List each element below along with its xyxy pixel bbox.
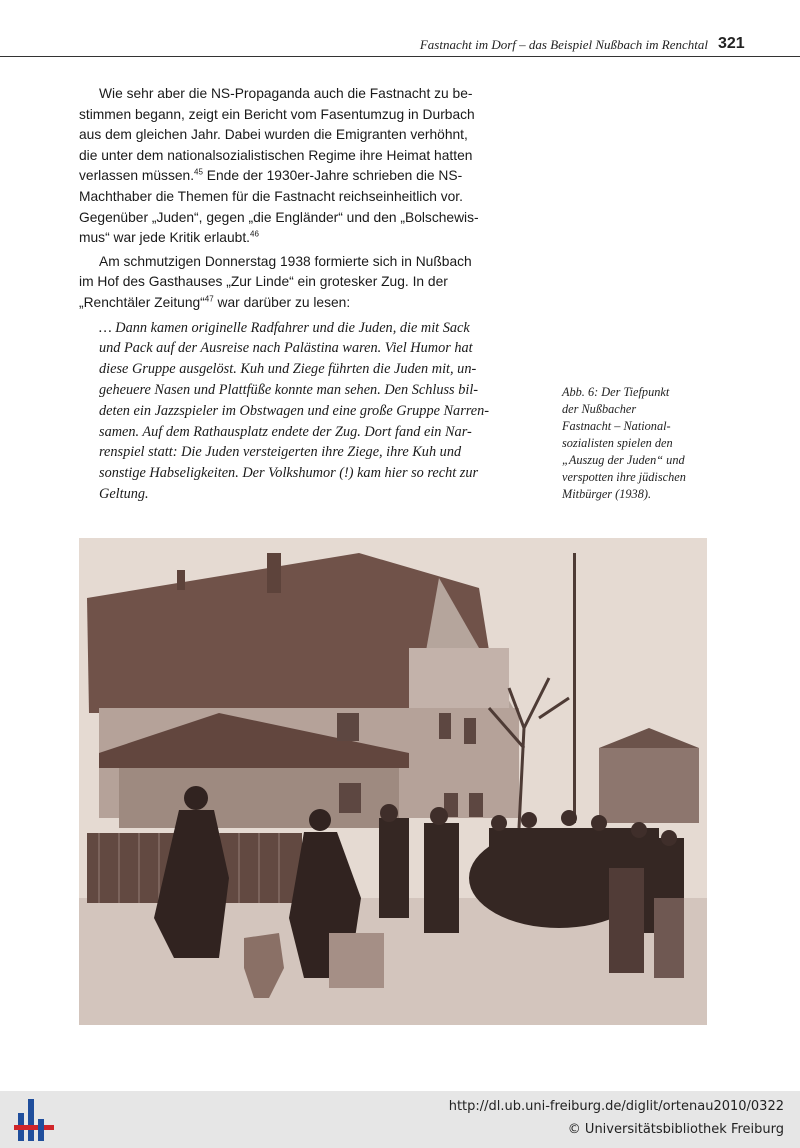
paragraph-1: Wie sehr aber die NS-Propaganda auch die Fastnacht zu be- stimmen begann, zeigt ein Bericht vom Fasentumzug in Durbach aus dem gleichen Jahr. Dabei wurden die Emigranten verhöhnt, die unter dem nationalsozialistischen Regime ihre Heimat hatten verlassen müssen.$^{45}$ Ende der 1930er-Jahre schrieben die NS- Machthaber die Themen für die Fastnacht reichseinheitlich vor. Gegenüber „Juden“, gegen „die Engländer“ und den „Bolschewis- mus“ war jede Kritik erlaubt.$^{46}$ <box>79 86 479 246</box>
footnote-ref-47: 47 <box>204 294 214 304</box>
figure-caption: Abb. 6: Der Tiefpunkt der Nußbacher Fastnacht – National- sozialisten spielen den „Auszug der Juden“ und verspotten ihre jüdischen Mitbürger (1938). <box>562 385 686 501</box>
running-title: Fastnacht im Dorf – das Beispiel Nußbach im Renchtal <box>419 37 708 52</box>
footer-bar <box>0 1091 800 1148</box>
footnote-ref-46: 46 <box>250 229 259 239</box>
header-rule <box>0 56 800 57</box>
historic-photograph <box>79 538 707 1025</box>
library-logo-icon <box>14 1099 54 1141</box>
body-text <box>79 84 539 505</box>
block-quote: … Dann kamen originelle Radfahrer und die Juden, die mit Sack und Pack auf der Ausreise nach Palästina waren. Viel Humor hat diese Gruppe ausgelöst. Kuh und Ziege führten die Juden mit, un- geheuere Nasen und Plattfüße konnte man sehen. Den Schluss bil- deten ein Jazzspieler im Obstwagen und eine große Gruppe Narren- samen. Auf dem Rathausplatz endete der Zug. Dort fand ein Nar- renspiel statt: Die Juden versteigerten ihre Ziege, ihre Kuh und sonstige Habseligkeiten. Der Volkshumor (!) kam hier so recht zur Geltung. <box>99 319 490 502</box>
source-url[interactable]: http://dl.ub.uni-freiburg.de/diglit/ortenau2010/0322 <box>448 1099 784 1114</box>
footnote-ref-45: 45 <box>194 167 203 177</box>
paragraph-2: Am schmutzigen Donnerstag 1938 formierte sich in Nußbach im Hof des Gasthauses „Zur Linde“ ein grotesker Zug. In der „Renchtäler Zeitung“$^{47}$ war darüber zu lesen: <box>79 253 472 310</box>
page-number: 321 <box>718 35 745 52</box>
copyright-notice: © Universitätsbibliothek Freiburg <box>567 1122 784 1137</box>
